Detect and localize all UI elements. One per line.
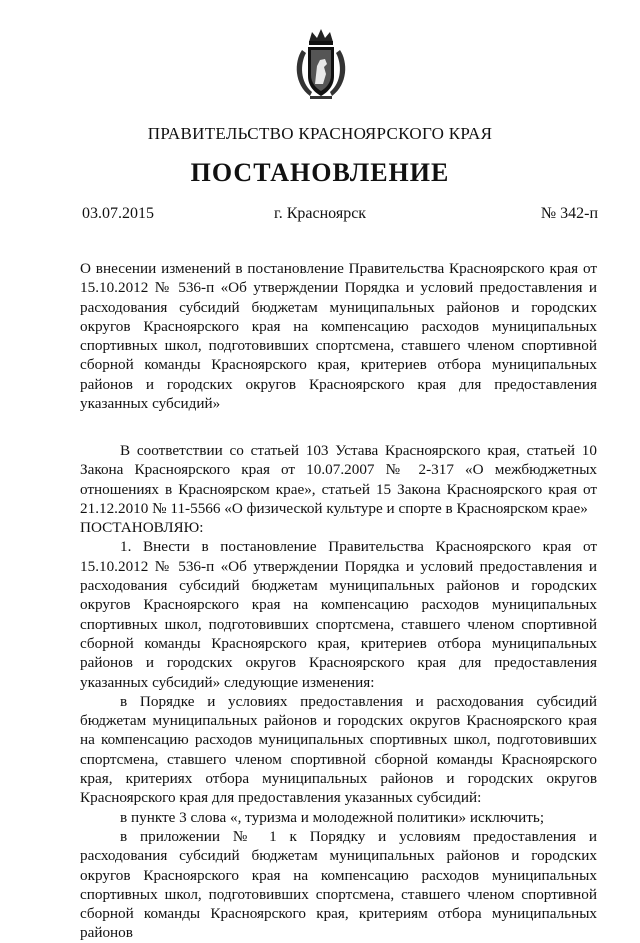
body-paragraph-appendix-1: в приложении № 1 к Порядку и условиям предоставления и расходования субсидий бюджетам муниципальных районов и городских округов Красноярского края на компенсацию расходов муниципальных спортивных школ, подготовивших спортсмена, ставшего членом спортивной сборной команды Красноярского края, критериям отбора муниципальных районов (80, 827, 597, 942)
document-type-title: ПОСТАНОВЛЕНИЕ (190, 158, 450, 187)
body-paragraph-point-3: в пункте 3 слова «, туризма и молодежной политики» исключить; (120, 808, 545, 826)
document-date: 03.07.2015 (82, 205, 154, 222)
body-paragraph-procedure: в Порядке и условиях предоставления и расходования субсидий бюджетам муниципальных районов и городских округов Красноярского края на компенсацию расходов муниципальных спортивных школ, подготовивших спортсмена, ставшего членом спортивной сборной команды Красноярского края, критериях отбора муниципальных районов и городских округов Красноярского края для предоставления указанных субсидий: (80, 692, 597, 807)
organization-title: ПРАВИТЕЛЬСТВО КРАСНОЯРСКОГО КРАЯ (147, 124, 493, 143)
document-subject: О внесении изменений в постановление Правительства Красноярского края от 15.10.2012 № 536-п «Об утверждении Порядка и условий предоставления и расходования субсидий бюджетам муниципальных районов и городских округов Красноярского края на компенсацию расходов муниципальных спортивных школ, подготовивших спортсмена, ставшего членом спортивной сборной команды Красноярского края, критериев отбора муниципальных районов и городских округов Красноярского края для предоставления указанных субсидий» (80, 260, 597, 413)
document-number: № 342-п (540, 205, 598, 222)
coat-of-arms-icon (290, 26, 352, 102)
body-paragraph-resolve: ПОСТАНОВЛЯЮ: (80, 519, 204, 537)
body-paragraph-item-1: 1. Внести в постановление Правительства Красноярского края от 15.10.2012 № 536-п «Об утверждении Порядка и условий предоставления и расходования субсидий бюджетам муниципальных районов и городских округов Красноярского края на компенсацию расходов муниципальных спортивных школ, подготовивших спортсмена, ставшего членом спортивной сборной команды Красноярского края, критериев отбора муниципальных районов и городских округов Красноярского края для предоставления указанных субсидий» следующие изменения: (80, 538, 597, 691)
document-body (80, 441, 597, 943)
body-paragraph-basis: В соответствии со статьей 103 Устава Красноярского края, статьей 10 Закона Красноярского края от 10.07.2007 № 2-317 «О межбюджетных отношениях в Красноярском крае», статьей 15 Закона Красноярского края от 21.12.2010 № 11-5566 «О физической культуре и спорте в Красноярском крае» (80, 442, 597, 517)
document-city: г. Красноярск (273, 205, 367, 222)
